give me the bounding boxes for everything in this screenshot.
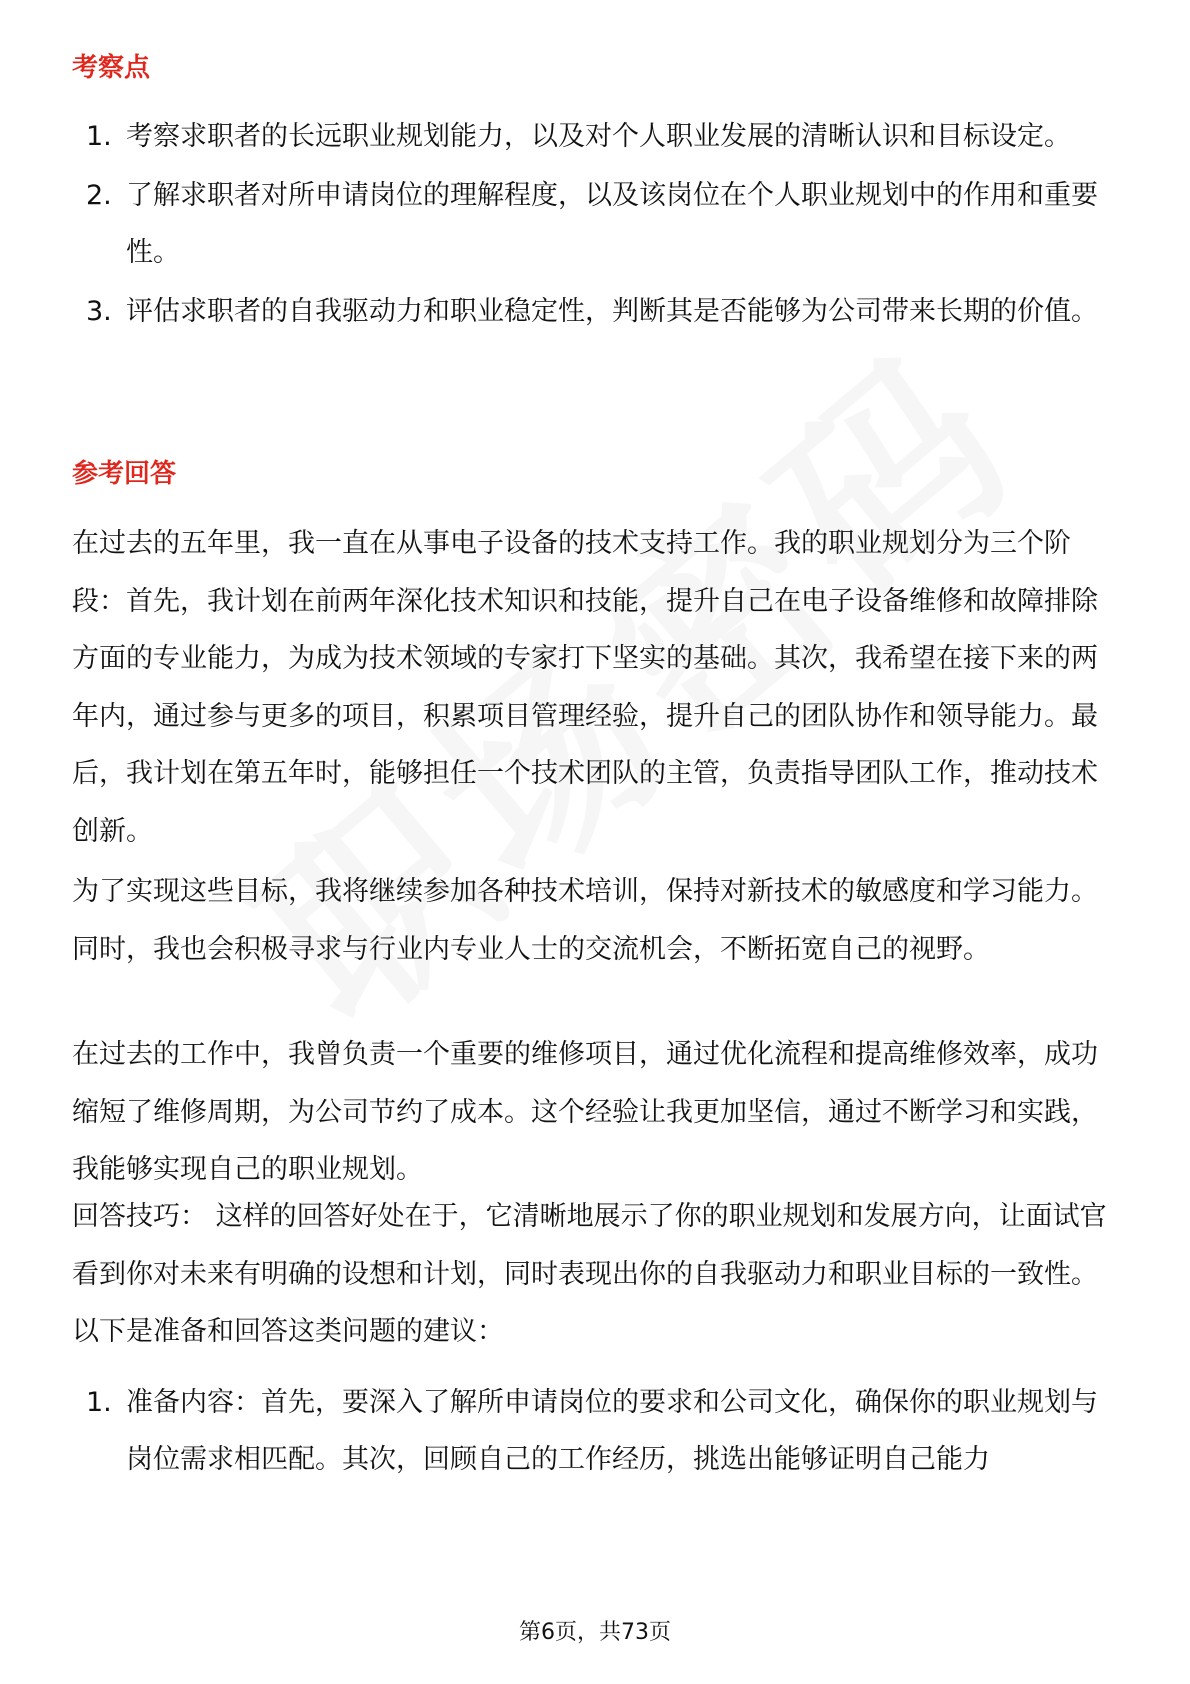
- list-item: [72, 108, 1118, 165]
- list-number: 2.: [86, 180, 112, 211]
- list-item: [72, 283, 1118, 340]
- list-item: [72, 167, 1118, 281]
- paragraph-experience: 在过去的工作中，我曾负责一个重要的维修项目，通过优化流程和提高维修效率，成功缩短了维修周期，为公司节约了成本。这个经验让我更加坚信，通过不断学习和实践，我能够实现自己的职业规划。: [72, 1039, 1098, 1185]
- paragraph-tips: 回答技巧： 这样的回答好处在于，它清晰地展示了你的职业规划和发展方向，让面试官看到你对未来有明确的设想和计划，同时表现出你的自我驱动力和职业目标的一致性。以下是准备和回答这类问题的建议：: [72, 1201, 1107, 1347]
- list-item: [72, 1374, 1118, 1488]
- section-title-kaochadian: 考察点: [72, 53, 151, 83]
- list-number: 1.: [86, 1387, 112, 1418]
- section-title-cankao: 参考回答: [72, 459, 177, 489]
- list-number: 3.: [86, 296, 112, 327]
- tips-list: [72, 1374, 1118, 1490]
- page-footer: 第6页，共73页: [519, 1620, 671, 1645]
- list-text: 评估求职者的自我驱动力和职业稳定性，判断其是否能够为公司带来长期的价值。: [126, 296, 1098, 327]
- points-list: [72, 108, 1118, 342]
- paragraph-plan: 在过去的五年里，我一直在从事电子设备的技术支持工作。我的职业规划分为三个阶段：首先，我计划在前两年深化技术知识和技能，提升自己在电子设备维修和故障排除方面的专业能力，为成为技术领域的专家打下坚实的基础。其次，我希望在接下来的两年内，通过参与更多的项目，积累项目管理经验，提升自己的团队协作和领导能力。最后，我计划在第五年时，能够担任一个技术团队的主管，负责指导团队工作，推动技术创新。: [72, 528, 1098, 847]
- list-text: 了解求职者对所申请岗位的理解程度，以及该岗位在个人职业规划中的作用和重要性。: [126, 180, 1098, 268]
- list-number: 1.: [86, 121, 112, 152]
- list-text: 考察求职者的长远职业规划能力，以及对个人职业发展的清晰认识和目标设定。: [126, 121, 1071, 152]
- list-text: 准备内容：首先，要深入了解所申请岗位的要求和公司文化，确保你的职业规划与岗位需求相匹配。其次，回顾自己的工作经历，挑选出能够证明自己能力: [126, 1387, 1098, 1475]
- paragraph-goals: 为了实现这些目标，我将继续参加各种技术培训，保持对新技术的敏感度和学习能力。同时，我也会积极寻求与行业内专业人士的交流机会，不断拓宽自己的视野。: [72, 876, 1098, 965]
